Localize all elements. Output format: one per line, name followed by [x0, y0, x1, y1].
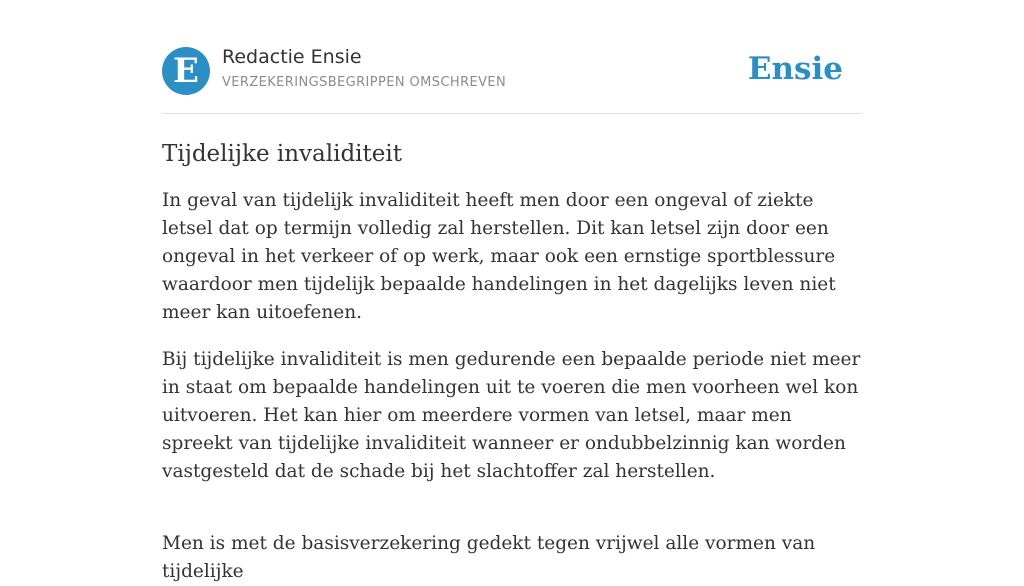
author-name[interactable]: Redactie Ensie	[222, 46, 362, 68]
article-paragraph: Bij tijdelijke invaliditeit is men gedurende een bepaalde periode niet meer in staat om bepaalde handelingen uit te voeren die men voorheen wel kon uitvoeren. Het kan hier om meerdere vormen van letsel, maar men spreekt van tijdelijke invaliditeit wanneer er ondubbelzinnig kan worden vastgesteld dat de schade bij het slachtoffer zal herstellen.	[162, 349, 861, 482]
article-title: Tijdelijke invaliditeit	[162, 141, 402, 167]
article-card	[162, 0, 862, 586]
article-paragraph: In geval van tijdelijk invaliditeit heeft men door een ongeval of ziekte letsel dat op termijn volledig zal herstellen. Dit kan letsel zijn door een ongeval in het verkeer of op werk, maar ook een ernstige sportblessure waardoor men tijdelijk bepaalde handelingen in het dagelijks leven niet meer kan uitoefenen.	[162, 190, 836, 323]
article-paragraph: Men is met de basisverzekering gedekt tegen vrijwel alle vormen van tijdelijke	[162, 533, 816, 582]
author-avatar[interactable]: E	[162, 47, 210, 95]
brand-logo[interactable]: Ensie	[747, 51, 843, 87]
article-header	[162, 0, 862, 114]
author-subtitle[interactable]: VERZEKERINGSBEGRIPPEN OMSCHREVEN	[222, 75, 507, 90]
